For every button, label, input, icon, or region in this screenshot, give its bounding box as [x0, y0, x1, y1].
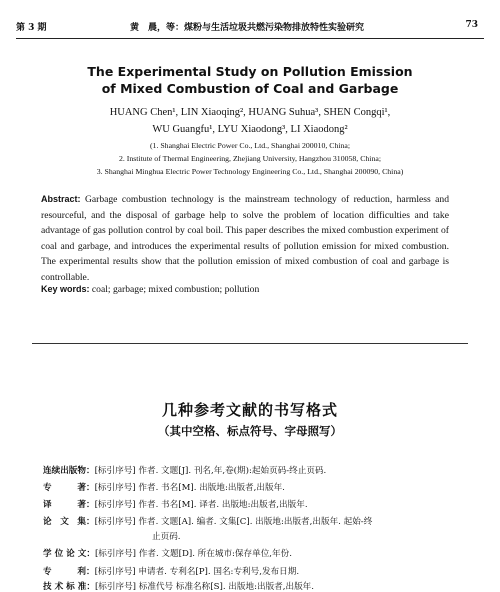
issue-number: 第 3 期 — [16, 23, 47, 33]
notice-title: 几种参考文献的书写格式 — [161, 401, 338, 419]
abstract-label: Abstract: — [41, 194, 81, 204]
format-text: [标引序号] 标准代号 标准名称[S]. 出版地:出版者,出版年. — [94, 582, 315, 592]
affiliation-2: 2. Institute of Thermal Engineering, Zhejiang University, Hangzhou 310058, China; — [118, 154, 381, 163]
format-text: [标引序号] 作者. 书名[M]. 出版地:出版者,出版年. — [94, 483, 285, 493]
format-label: 论 文 集： — [43, 517, 95, 527]
affiliation-1: (1. Shanghai Electric Power Co., Ltd., Shanghai 200010, China; — [149, 141, 351, 150]
format-text: [标引序号] 作者. 文题[D]. 所在城市:保存单位,年份. — [94, 549, 292, 559]
running-header — [16, 20, 478, 36]
affiliation-3: 3. Shanghai Minghua Electric Power Technology Engineering Co., Ltd., Shanghai 200090, China) — [96, 167, 404, 176]
format-text: [标引序号] 作者. 文题[J]. 刊名,年,卷(期):起始页码-终止页码. — [94, 466, 327, 476]
header-rule — [16, 38, 484, 39]
keywords-label: Key words: — [41, 284, 90, 294]
keywords-text: coal; garbage; mixed combustion; pollution — [91, 284, 260, 295]
running-title: 黄 晨，等：煤粉与生活垃圾共燃污染物排放特性实验研究 — [129, 23, 364, 33]
format-text-continuation: 止页码. — [152, 532, 181, 542]
keywords — [41, 284, 449, 295]
paper-title-line-1: The Experimental Study on Pollution Emission — [87, 64, 413, 79]
format-text: [标引序号] 作者. 书名[M]. 译者. 出版地:出版者,出版年. — [94, 500, 308, 510]
reference-format-proceedings — [43, 515, 463, 527]
abstract — [41, 192, 449, 286]
paper-title-line-2: of Mixed Combustion of Coal and Garbage — [101, 81, 399, 96]
format-label: 连续出版物： — [43, 466, 95, 476]
format-label: 专 著： — [43, 483, 95, 493]
format-text: [标引序号] 申请者. 专利名[P]. 国名:专利号,发布日期. — [94, 567, 300, 577]
format-text: [标引序号] 作者. 文题[A]. 编者. 文集[C]. 出版地:出版者,出版年. 起始-终 — [94, 517, 373, 527]
page-number: 73 — [465, 20, 478, 30]
reference-format-translation — [43, 498, 463, 510]
format-label: 专 利： — [43, 567, 95, 577]
format-label: 译 著： — [43, 500, 95, 510]
authors-line-1: HUANG Chen¹, LIN Xiaoqing², HUANG Suhua³, SHEN Congqi¹, — [109, 107, 391, 118]
reference-format-patent — [43, 565, 463, 577]
reference-format-thesis — [43, 547, 463, 559]
reference-format-monograph — [43, 481, 463, 493]
notice-subtitle: （其中空格、标点符号、字母照写） — [158, 424, 342, 438]
section-divider — [32, 343, 468, 344]
format-label: 学 位 论 文： — [43, 549, 95, 559]
reference-format-periodical — [43, 464, 463, 476]
format-label: 技 术 标 准： — [43, 582, 95, 592]
authors-line-2: WU Guangfu¹, LYU Xiaodong³, LI Xiaodong² — [152, 124, 348, 135]
abstract-text: Garbage combustion technology is the mainstream technology of reduction, harmless and resourceful, and the disposal of garbage help to solve the problem of location difficulties and take advantage of gas pollution control by coal boil. This paper describes the mixed combustion experiment of coal and garbage, and introduces the experimental results of pollution emission for mixed combustion. The experimental results show that the pollution emission of mixed combustion of coal and garbage is controllable. — [41, 194, 450, 283]
